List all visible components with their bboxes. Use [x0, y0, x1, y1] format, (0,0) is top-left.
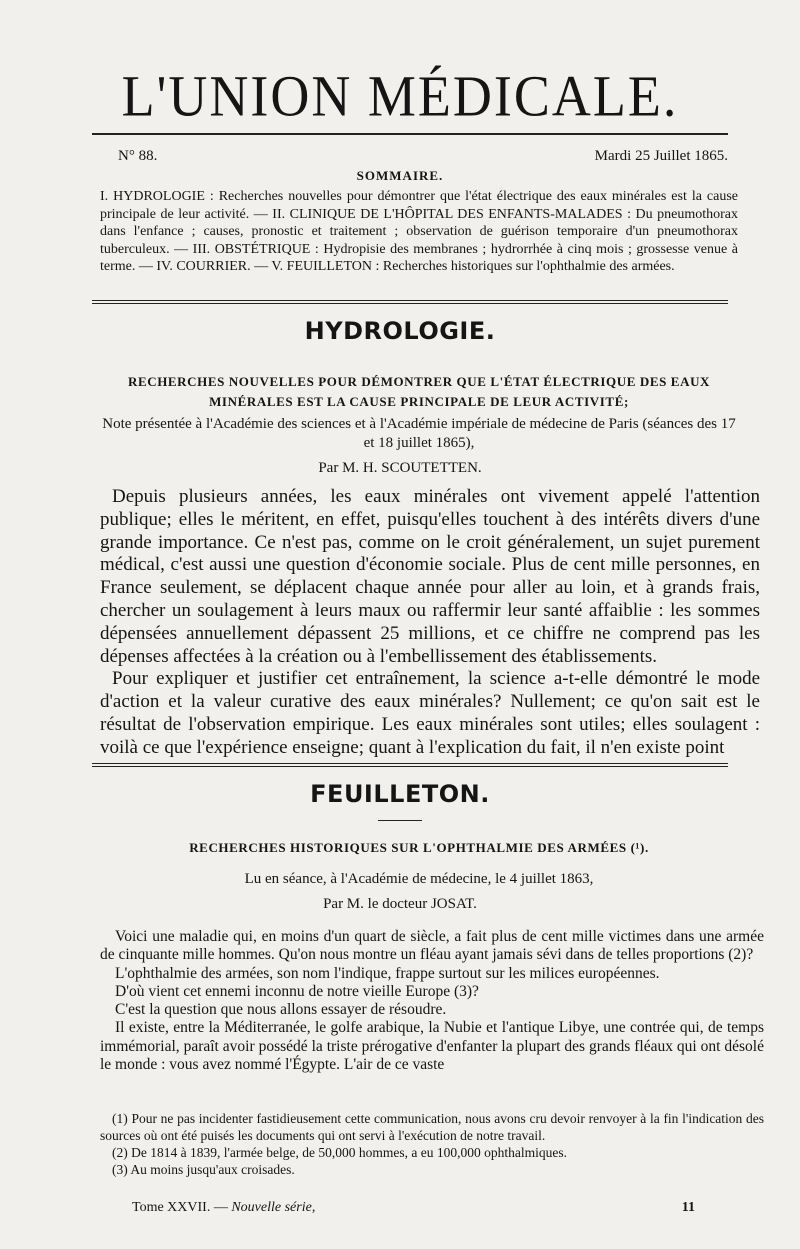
feuilleton-body — [100, 928, 764, 1074]
footnote: (1) Pour ne pas incidenter fastidieusement cette communication, nous avons cru devoir renvoyer à la fin l'indication des sources où ont été puisés les documents qui ont servi à l'exécution de notre travail. — [100, 1111, 764, 1143]
issue-date: Mardi 25 Juillet 1865. — [594, 148, 728, 164]
feuilleton-title: FEUILLETON. — [310, 780, 490, 808]
feuilleton-headline: RECHERCHES HISTORIQUES SUR L'OPHTHALMIE DES ARMÉES (¹). — [189, 840, 649, 855]
footnote: (3) Au moins jusqu'aux croisades. — [112, 1162, 295, 1177]
hydrologie-byline: Par M. H. SCOUTETTEN. — [318, 460, 482, 476]
issue-line — [118, 148, 728, 165]
footer-series: Nouvelle série, — [231, 1200, 316, 1215]
footnotes — [100, 1110, 764, 1178]
feuilleton-byline: Par M. le docteur JOSAT. — [323, 896, 477, 912]
footnote: (2) De 1814 à 1839, l'armée belge, de 50,000 hommes, a eu 100,000 ophthalmiques. — [112, 1145, 567, 1160]
hydrologie-note: Note présentée à l'Académie des sciences et à l'Académie impériale de médecine de Paris (séances des 17 et 18 juillet 1865), — [102, 416, 736, 451]
feuilleton-paragraph: C'est la question que nous allons essayer de résoudre. — [115, 1001, 447, 1019]
sommaire-text: I. HYDROLOGIE : Recherches nouvelles pour démontrer que l'état électrique des eaux minérales est la cause principale de leur activité. — II. CLINIQUE DE L'HÔPITAL DES ENFANTS-MALADES : Du pneumothorax dans l'enfance ; causes, pronostic et traitement ; observation de guérison temporaire d'un pneumothorax tuberculeux. — III. OBSTÉTRIQUE : Hydropisie des membranes ; hydrorrhée à cinq mois ; grossesse venue à terme. — IV. COURRIER. — V. FEUILLETON : Recherches historiques sur l'ophthalmie des armées. — [100, 189, 738, 274]
masthead-title: L'UNION MÉDICALE. — [121, 63, 679, 129]
feuilleton-short-rule — [378, 820, 422, 821]
feuilleton-paragraph: Il existe, entre la Méditerranée, le golfe arabique, la Nubie et l'antique Libye, une contrée qui, de temps immémorial, paraît avoir possédé la triste prérogative d'enfanter la plupart des grands fléaux qui ont désolé le monde : vous avez nommé l'Égypte. L'air de ce vaste — [100, 1019, 764, 1074]
section-divider-feuilleton — [92, 763, 728, 767]
hydrologie-body — [100, 486, 760, 760]
feuilleton-paragraph: L'ophthalmie des armées, son nom l'indique, frappe surtout sur les milices européennes. — [115, 964, 660, 982]
hydrologie-paragraph: Pour expliquer et justifier cet entraînement, la science a-t-elle démontré le mode d'action et la valeur curative des eaux minérales? Nullement; ce qu'on sait est le résultat de l'observation empirique. Les eaux minérales sont utiles; elles soulagent : voilà ce que l'expérience enseigne; quant à l'explication du fait, il n'en existe point — [100, 668, 760, 758]
hydrologie-headline: RECHERCHES NOUVELLES POUR DÉMONTRER QUE L'ÉTAT ÉLECTRIQUE DES EAUX MINÉRALES EST LA CAUSE PRINCIPALE DE LEUR ACTIVITÉ; — [127, 374, 711, 409]
footer-tome: Tome XXVII. — [132, 1200, 211, 1215]
footer-separator: — — [213, 1200, 228, 1215]
section-divider-hydrologie — [92, 300, 728, 304]
issue-number: N° 88. — [118, 148, 158, 164]
footer-volume — [132, 1200, 315, 1216]
feuilleton-note: Lu en séance, à l'Académie de médecine, le 4 juillet 1863, — [244, 871, 594, 887]
feuilleton-paragraph: D'où vient cet ennemi inconnu de notre vieille Europe (3)? — [115, 982, 479, 1000]
masthead-rule — [92, 133, 728, 135]
feuilleton-paragraph: Voici une maladie qui, en moins d'un quart de siècle, a fait plus de cent mille victimes dans une armée de cinquante mille hommes. Qu'on nous montre un fléau ayant jamais sévi dans de telles proportions (2)? — [100, 928, 764, 964]
hydrologie-title: HYDROLOGIE. — [304, 317, 496, 345]
sommaire-title: SOMMAIRE. — [356, 168, 444, 183]
hydrologie-paragraph: Depuis plusieurs années, les eaux minérales ont vivement appelé l'attention publique; elles le méritent, en effet, puisqu'elles touchent à des intérêts divers d'une grande importance. Ce n'est pas, comme on le croit généralement, un sujet purement médical, c'est aussi une question d'économie sociale. Plus de cent mille personnes, en France seulement, se déplacent chaque année pour aller au loin, et à grands frais, chercher un soulagement à leurs maux ou raffermir leur santé affaiblie : les sommes dépensées annuellement dépassent 25 millions, et ce chiffre ne comprend pas les dépenses affectées à la création ou à l'embellissement des établissements. — [100, 486, 760, 667]
page-footer — [132, 1200, 695, 1216]
page-number: 11 — [681, 1200, 695, 1215]
